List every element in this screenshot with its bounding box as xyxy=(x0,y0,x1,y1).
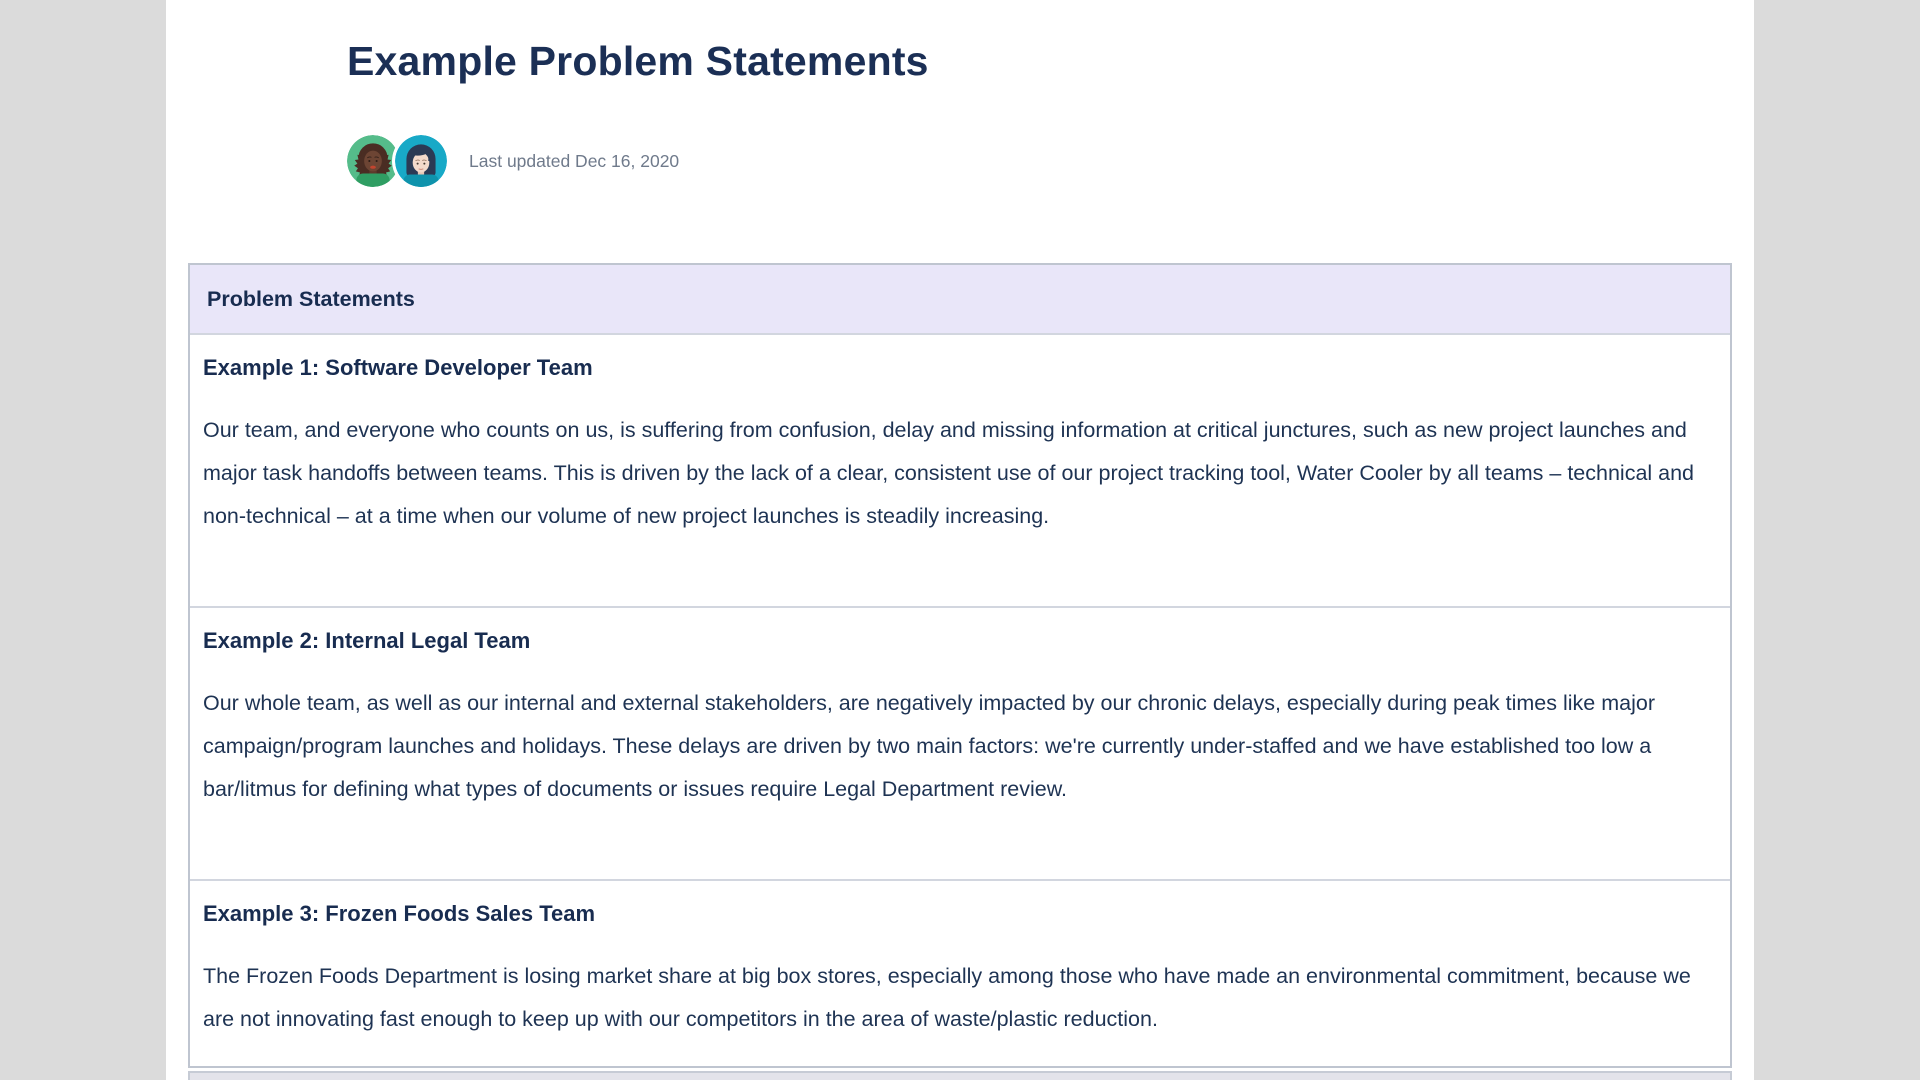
next-table-top-edge xyxy=(188,1071,1732,1080)
example-2-heading: Example 2: Internal Legal Team xyxy=(203,628,531,653)
table-row xyxy=(190,606,1730,879)
example-3-body: The Frozen Foods Department is losing market share at big box stores, especially among those who have made an environmental commitment, because we are not innovating fast enough to keep up with our competitors in the area of waste/plastic reduction. xyxy=(203,964,1691,1031)
example-1-body: Our team, and everyone who counts on us, is suffering from confusion, delay and missing information at critical junctures, such as new project launches and major task handoffs between teams. This is driven by the lack of a clear, consistent use of our project tracking tool, Water Cooler by all teams – technical and non-technical – at a time when our volume of new project launches is steadily increasing. xyxy=(203,418,1695,528)
document-page xyxy=(166,0,1754,1080)
last-updated-label: Last updated Dec 16, 2020 xyxy=(469,150,680,171)
example-1-heading: Example 1: Software Developer Team xyxy=(203,355,593,380)
table-header-cell: Problem Statements xyxy=(190,265,1730,333)
example-2-body: Our whole team, as well as our internal and external stakeholders, are negatively impacted by our chronic delays, especially during peak times like major campaign/program launches and holidays. These delays are driven by two main factors: we're currently under-staffed and we have established too low a bar/litmus for defining what types of documents or issues require Legal Department review. xyxy=(203,691,1655,801)
avatar-teal-person[interactable] xyxy=(395,135,447,187)
avatar-teal-person-icon xyxy=(395,135,447,187)
avatar-green-person-icon xyxy=(347,135,399,187)
page-title: Example Problem Statements xyxy=(347,38,929,84)
table-row xyxy=(190,879,1730,1066)
example-3-heading: Example 3: Frozen Foods Sales Team xyxy=(203,901,596,926)
table-row xyxy=(190,333,1730,606)
problem-statements-table xyxy=(188,263,1732,1068)
byline xyxy=(347,134,679,188)
avatar-green-person[interactable] xyxy=(347,135,399,187)
